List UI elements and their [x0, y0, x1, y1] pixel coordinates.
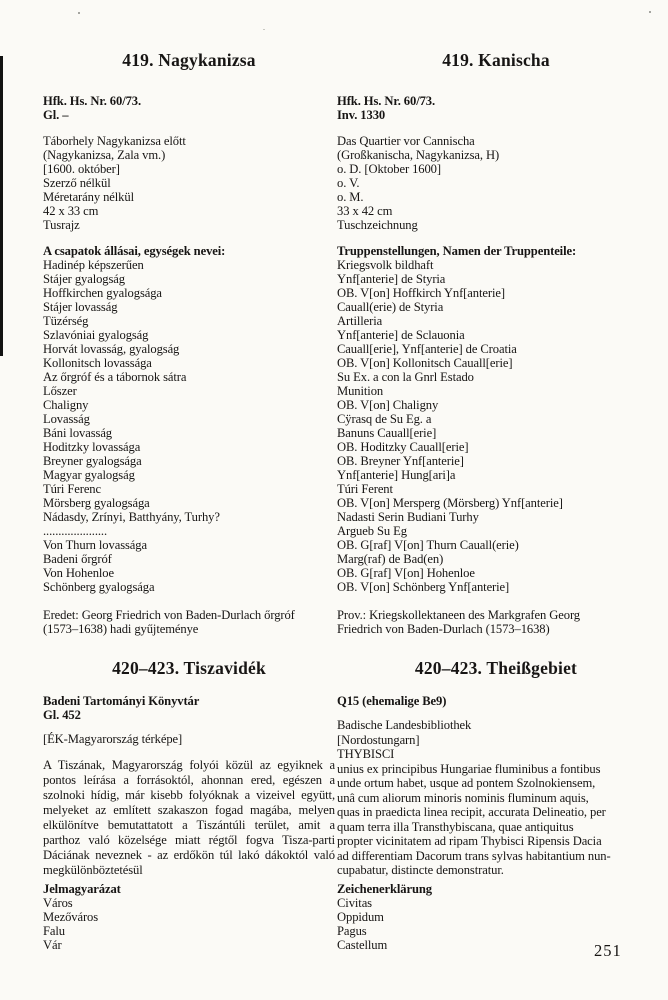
legend-item: Város: [43, 896, 73, 910]
troop-line: OB. G[raf] V[on] Hohenloe: [337, 566, 475, 580]
detail-line: (Nagykanizsa, Zala vm.): [43, 148, 166, 162]
entry-419-heading-hu: 419. Nagykanizsa: [122, 50, 256, 70]
description-line: quam terra illa Transthybiscana, quae antiquitus: [337, 819, 574, 834]
library-block-de: [337, 718, 655, 762]
provenance-line: Prov.: Kriegskollektaneen des Markgrafen Georg: [337, 608, 581, 622]
troop-line: Magyar gyalogság: [43, 468, 135, 482]
troop-line: OB. Breyner Ynf[anterie]: [337, 454, 464, 468]
entry-419-heading-de: 419. Kanischa: [442, 50, 550, 70]
library-line: Badische Landesbibliothek: [337, 718, 472, 732]
troop-line: Kollonitsch lovassága: [43, 356, 152, 370]
detail-line: Tuschzeichnung: [337, 218, 418, 232]
detail-line: o. D. [Oktober 1600]: [337, 162, 441, 176]
troop-line: .....................: [43, 524, 108, 538]
troops-list-hu: [43, 258, 335, 594]
troop-line: Mörsberg gyalogsága: [43, 496, 150, 510]
troop-line: Cauall[erie], Ynf[anterie] de Croatia: [337, 342, 517, 356]
scan-speck: [78, 12, 80, 14]
troop-line: Von Hohenloe: [43, 566, 114, 580]
troops-header-hu: A csapatok állásai, egységek nevei:: [43, 244, 226, 258]
troop-line: Artilleria: [337, 314, 383, 328]
legend-item: Mezőváros: [43, 910, 99, 924]
troop-line: OB. Hoditzky Cauall[erie]: [337, 440, 469, 454]
legend-section-hu: [43, 882, 335, 952]
column-hungarian: [43, 50, 335, 952]
holder-line: Badeni Tartományi Könyvtár: [43, 694, 200, 708]
scan-edge-artifact: [0, 56, 3, 356]
provenance-line: (1573–1638) hadi gyűjteménye: [43, 622, 199, 636]
description-line: unde ortum habet, usque ad pontem Szolnokiensem,: [337, 776, 596, 790]
entry-420-heading-de: 420–423. Theißgebiet: [414, 658, 578, 678]
troop-line: Schönberg gyalogsága: [43, 580, 155, 594]
holder-block-de: [337, 694, 655, 708]
legend-header-de: Zeichenerklärung: [337, 881, 432, 896]
troop-line: Munition: [337, 384, 384, 398]
description-line: unius ex principibus Hungariae fluminibus a fontibus: [337, 761, 601, 776]
shelfmark-line: Hfk. Hs. Nr. 60/73.: [43, 94, 142, 108]
holder-line: Q15 (ehemalige Be9): [337, 694, 447, 708]
troop-line: Túri Ferent: [337, 482, 393, 496]
library-line: THYBISCI: [337, 747, 395, 761]
troop-line: OB. V[on] Chaligny: [337, 398, 439, 412]
troop-line: Ynf[anterie] de Styria: [337, 272, 446, 286]
page-number: 251: [594, 941, 622, 960]
detail-line: o. V.: [337, 176, 360, 190]
troop-line: Von Thurn lovassága: [43, 538, 147, 552]
detail-line: Szerző nélkül: [43, 176, 111, 190]
detail-line: Méretarány nélkül: [43, 190, 134, 204]
troops-section-hu: [43, 244, 335, 594]
troop-line: Nádasdy, Zrínyi, Batthyány, Turhy?: [43, 510, 220, 524]
troop-line: Nadasti Serin Budiani Turhy: [337, 510, 479, 524]
troop-line: Túri Ferenc: [43, 482, 101, 496]
map-description-hu: A Tiszának, Magyarország folyói közül az egyiknek a pontos leírása a forrásoktól, ahonnan ered, egészen a szolnoki hídig, már kisebb folyóknak a vizeivel együtt, melyeket az említett szakaszon fogad magába, melyen elkülönítve bemutattatott a Tiszántúli terület, amit a parthoz való közelsége miatt régtől fogva Tisza-parti Dáciának neveznek - az erdőkön túl lakó dákoktól való megkülönböztetésül: [43, 758, 335, 877]
troop-line: Lovasság: [43, 412, 90, 426]
troop-line: Cÿrasq de Su Eg. a: [337, 412, 432, 426]
troop-line: Hadinép képszerűen: [43, 258, 144, 272]
scan-speck: [263, 29, 265, 30]
detail-line: 33 x 42 cm: [337, 204, 393, 218]
shelfmark-line: Hfk. Hs. Nr. 60/73.: [337, 94, 436, 108]
shelfmark-line: Inv. 1330: [337, 108, 386, 122]
troop-line: Breyner gyalogsága: [43, 454, 142, 468]
troop-line: Tüzérség: [43, 314, 89, 328]
legend-item: Falu: [43, 924, 65, 938]
description-line: quas in praedicta linea recipit, accurata Delineatio, per: [337, 805, 606, 819]
troop-line: OB. V[on] Kollonitsch Cauall[erie]: [337, 356, 513, 370]
troop-line: Kriegsvolk bildhaft: [337, 258, 434, 272]
legend-item: Castellum: [337, 937, 388, 952]
map-title-note-block: [43, 732, 335, 746]
detail-line: [1600. október]: [43, 162, 120, 176]
map-details-de: [337, 134, 655, 232]
entry-420-heading-hu: 420–423. Tiszavidék: [112, 658, 266, 678]
troop-line: Marg(raf) de Bad(en): [337, 552, 444, 566]
detail-line: 42 x 33 cm: [43, 204, 99, 218]
column-german: [337, 50, 655, 952]
detail-line: (Großkanischa, Nagykanizsa, H): [337, 148, 500, 162]
troop-line: Stájer gyalogság: [43, 272, 125, 286]
provenance-line: Eredet: Georg Friedrich von Baden-Durlach őrgróf: [43, 608, 295, 622]
troop-line: Argueb Su Eg: [337, 524, 407, 538]
troop-line: Báni lovasság: [43, 426, 113, 440]
detail-line: o. M.: [337, 190, 364, 204]
troop-line: OB. V[on] Mersperg (Mörsberg) Ynf[anterie]: [337, 496, 563, 510]
troop-line: Hoditzky lovassága: [43, 440, 141, 454]
troop-line: Banuns Cauall[erie]: [337, 426, 437, 440]
shelfmark-line: Gl. –: [43, 108, 69, 122]
provenance-de: [337, 608, 655, 636]
legend-item: Pagus: [337, 923, 367, 938]
description-line: ad differentiam Dacorum trans sylvas habitantium nun-: [337, 848, 611, 863]
troop-line: Ynf[anterie] Hung[ari]a: [337, 468, 456, 482]
provenance-line: Friedrich von Baden-Durlach (1573–1638): [337, 622, 550, 636]
troop-line: Hoffkirchen gyalogsága: [43, 286, 162, 300]
troop-line: Su Ex. a con la Gnrl Estado: [337, 370, 474, 384]
troop-line: Ynf[anterie] de Sclauonia: [337, 328, 465, 342]
detail-line: Das Quartier vor Cannischa: [337, 134, 475, 148]
troop-line: Cauall(erie) de Styria: [337, 300, 444, 314]
detail-line: Táborhely Nagykanizsa előtt: [43, 134, 186, 148]
legend-list-hu: [43, 896, 335, 952]
map-details-hu: [43, 134, 335, 232]
legend-item: Oppidum: [337, 909, 384, 924]
map-description-de: [337, 762, 655, 878]
troops-section-de: [337, 244, 655, 594]
troops-header-de: Truppenstellungen, Namen der Truppenteile:: [337, 244, 577, 258]
troop-line: Lőszer: [43, 384, 77, 398]
troop-line: OB. G[raf] V[on] Thurn Cauall(erie): [337, 538, 519, 552]
description-line: cupabatur, distincte demonstratur.: [337, 863, 504, 877]
troop-line: OB. V[on] Hoffkirch Ynf[anterie]: [337, 286, 505, 300]
map-title-note: [ÉK-Magyarország térképe]: [43, 732, 183, 746]
legend-header-hu: Jelmagyarázat: [43, 882, 121, 896]
troop-line: Stájer lovasság: [43, 300, 118, 314]
description-line: unâ cum aliorum minoris nominis fluminum aquis,: [337, 790, 589, 805]
troop-line: OB. V[on] Schönberg Ynf[anterie]: [337, 580, 510, 594]
troop-line: Az őrgróf és a tábornok sátra: [43, 370, 187, 384]
library-line: [Nordostungarn]: [337, 732, 420, 747]
troops-list-de: [337, 258, 655, 594]
holder-line: Gl. 452: [43, 708, 81, 722]
description-line: propter vicinitatem ad ripam Thybisci Ripensis Dacia: [337, 834, 602, 848]
troop-line: Chaligny: [43, 398, 89, 412]
holder-block-hu: [43, 694, 335, 722]
shelfmark-block-hu: [43, 94, 335, 122]
provenance-hu: [43, 608, 335, 636]
troop-line: Badeni őrgróf: [43, 552, 112, 566]
legend-item: Vár: [43, 938, 62, 952]
troop-line: Horvát lovasság, gyalogság: [43, 342, 180, 356]
legend-item: Civitas: [337, 895, 372, 910]
detail-line: Tusrajz: [43, 218, 80, 232]
scan-speck: [649, 11, 651, 13]
shelfmark-block-de: [337, 94, 655, 122]
troop-line: Szlavóniai gyalogság: [43, 328, 149, 342]
